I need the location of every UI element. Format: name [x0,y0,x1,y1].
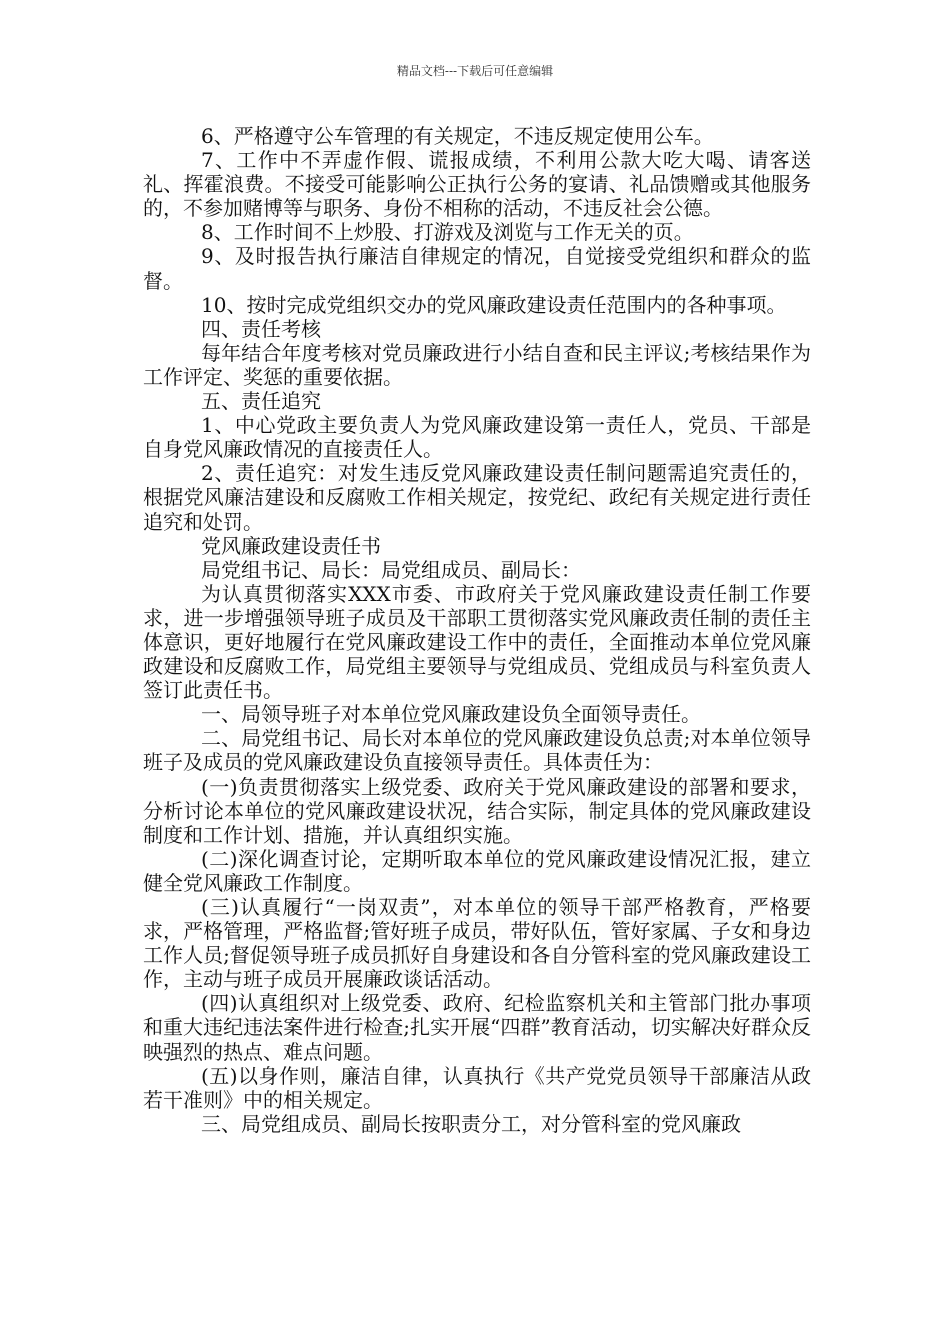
paragraph-10: 2、责任追究：对发生违反党风廉政建设责任制问题需追究责任的，根据党风廉洁建设和反腐败工作相关规定，按党纪、政纪有关规定进行责任追究和处罚。 [143,461,811,534]
paragraph-9: 1、中心党政主要负责人为党风廉政建设第一责任人，党员、干部是自身党风廉政情况的直接责任人。 [143,413,811,462]
paragraph-1: 6、严格遵守公车管理的有关规定，不违反规定使用公车。 [201,124,714,148]
paragraph-15: 二、局党组书记、局长对本单位的党风廉政建设负总责;对本单位领导班子及成员的党风廉政建设负直接领导责任。具体责任为： [143,726,811,775]
paragraph-14: 一、局领导班子对本单位党风廉政建设负全面领导责任。 [201,702,701,727]
document-body [143,124,811,1136]
paragraph-20: (五)以身作则，廉洁自律，认真执行《共产党党员领导干部廉洁从政若干准则》中的相关规定。 [143,1063,811,1112]
paragraph-2: 7、工作中不弄虚作假、谎报成绩，不利用公款大吃大喝、请客送礼、挥霍浪费。不接受可能影响公正执行公务的宴请、礼品馈赠或其他服务的，不参加赌博等与职务、身份不相称的活动，不违反社会公德。 [143,148,811,221]
paragraph-17: (二)深化调查讨论，定期听取本单位的党风廉政建设情况汇报，建立健全党风廉政工作制度。 [143,846,811,895]
paragraph-21: 三、局党组成员、副局长按职责分工，对分管科室的党风廉政 [201,1111,741,1136]
paragraph-16: (一)负责贯彻落实上级党委、政府关于党风廉政建设的部署和要求，分析讨论本单位的党风廉政建设状况，结合实际，制定具体的党风廉政建设制度和工作计划、措施，并认真组织实施。 [143,774,811,847]
paragraph-18: (三)认真履行“一岗双责”，对本单位的领导干部严格教育，严格要求，严格管理，严格监督;管好班子成员，带好队伍，管好家属、子女和身边工作人员;督促领导班子成员抓好自身建设和各自分管科室的党风廉政建设工作，主动与班子成员开展廉政谈话活动。 [143,895,811,992]
section-heading-5: 五、责任追究 [201,389,321,414]
paragraph-13: 为认真贯彻落实XXX市委、市政府关于党风廉政建设责任制工作要求，进一步增强领导班子成员及干部职工贯彻落实党风廉政责任制的责任主体意识，更好地履行在党风廉政建设工作中的责任，全面推动本单位党风廉政建设和反腐败工作，局党组主要领导与党组成员、党组成员与科室负责人签订此责任书。 [143,581,811,703]
paragraph-4: 9、及时报告执行廉洁自律规定的情况，自觉接受党组织和群众的监督。 [143,244,811,293]
addressee-line: 局党组书记、局长：局党组成员、副局长： [201,557,581,582]
paragraph-3: 8、工作时间不上炒股、打游戏及浏览与工作无关的页。 [201,220,694,245]
paragraph-5: 10、按时完成党组织交办的党风廉政建设责任范围内的各种事项。 [201,292,787,317]
section-heading-4: 四、责任考核 [201,316,321,341]
paragraph-7: 每年结合年度考核对党员廉政进行小结自查和民主评议;考核结果作为工作评定、奖惩的重要依据。 [143,340,811,389]
paragraph-19: (四)认真组织对上级党委、政府、纪检监察机关和主管部门批办事项和重大违纪违法案件进行检查;扎实开展“四群”教育活动，切实解决好群众反映强烈的热点、难点问题。 [143,991,811,1064]
page-header: 精品文档---下载后可任意编辑 [396,64,554,78]
document-title: 党风廉政建设责任书 [201,533,381,558]
